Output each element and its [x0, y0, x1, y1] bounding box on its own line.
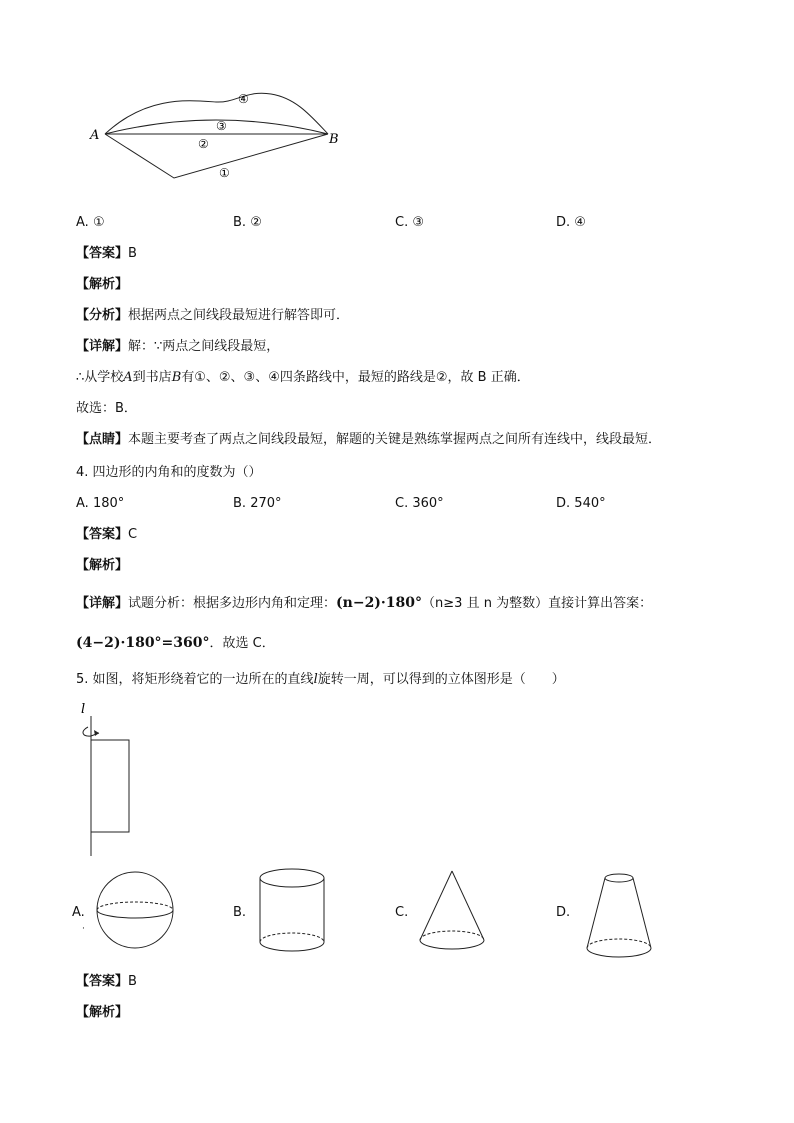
q5-option-a-label[interactable]: A. — [72, 905, 85, 920]
q3-detail-1: 【详解】解：∵两点之间线段最短， — [76, 339, 280, 354]
q5-option-d-label[interactable]: D. — [556, 905, 571, 920]
routes-figure — [86, 86, 346, 186]
q3-comment: 【点睛】本题主要考查了两点之间线段最短，解题的关键是熟练掌握两点之间所有连线中，线段最短． — [76, 432, 662, 447]
q4-detail: 【详解】试题分析：根据多边形内角和定理：(n−2)·180°（n≥3 且 n 为整数）直接计算出答案： — [76, 595, 653, 611]
q5-option-c-label[interactable]: C. — [395, 905, 409, 920]
q3-answer: 【答案】B — [76, 246, 137, 261]
route-4-label: ④ — [238, 92, 249, 106]
q3-option-c[interactable]: C. ③ — [395, 215, 425, 230]
q3-option-b[interactable]: B. ② — [233, 215, 262, 230]
route-2-label: ② — [198, 137, 209, 151]
q3-option-a[interactable]: A. ① — [76, 215, 105, 230]
rectangle-shape — [91, 740, 129, 832]
rectangle-rotation-figure — [74, 700, 144, 860]
q5-answer: 【答案】B — [76, 974, 137, 989]
q4-stem: 4. 四边形的内角和的度数为（） — [76, 465, 262, 480]
sphere-shape[interactable] — [94, 870, 176, 950]
q4-option-d[interactable]: D. 540° — [556, 496, 606, 511]
q3-analysis-heading: 【解析】 — [76, 277, 129, 292]
cone-shape[interactable] — [416, 868, 488, 956]
route-3-label: ③ — [216, 119, 227, 133]
point-a-label: A — [90, 128, 100, 143]
route-1-label: ① — [219, 166, 230, 180]
q4-option-b[interactable]: B. 270° — [233, 496, 282, 511]
dot-mark: · — [82, 924, 85, 934]
q4-analysis-heading: 【解析】 — [76, 558, 129, 573]
q5-stem: 5. 如图，将矩形绕着它的一边所在的直线l旋转一周，可以得到的立体图形是（ ） — [76, 672, 565, 687]
cylinder-shape[interactable] — [256, 866, 328, 956]
point-b-label: B — [329, 132, 339, 147]
q4-option-c[interactable]: C. 360° — [395, 496, 444, 511]
q4-option-a[interactable]: A. 180° — [76, 496, 125, 511]
q3-option-d[interactable]: D. ④ — [556, 215, 586, 230]
q4-detail-result: (4−2)·180°=360°．故选 C． — [76, 635, 275, 651]
q3-fenxi: 【分析】根据两点之间线段最短进行解答即可． — [76, 308, 350, 323]
q4-answer: 【答案】C — [76, 527, 138, 542]
formula-general: (n−2)·180° — [336, 595, 423, 611]
q3-choose: 故选：B． — [76, 401, 137, 416]
q5-option-b-label[interactable]: B. — [233, 905, 247, 920]
q5-analysis-heading: 【解析】 — [76, 1005, 129, 1020]
frustum-shape[interactable] — [583, 868, 655, 964]
route-1-polyline — [105, 134, 328, 178]
formula-quadrilateral: (4−2)·180°=360° — [76, 635, 210, 651]
axis-l-label: l — [81, 702, 86, 717]
q3-detail-2: ∴从学校A到书店B有①、②、③、④四条路线中，最短的路线是②，故 B 正确． — [76, 370, 530, 385]
